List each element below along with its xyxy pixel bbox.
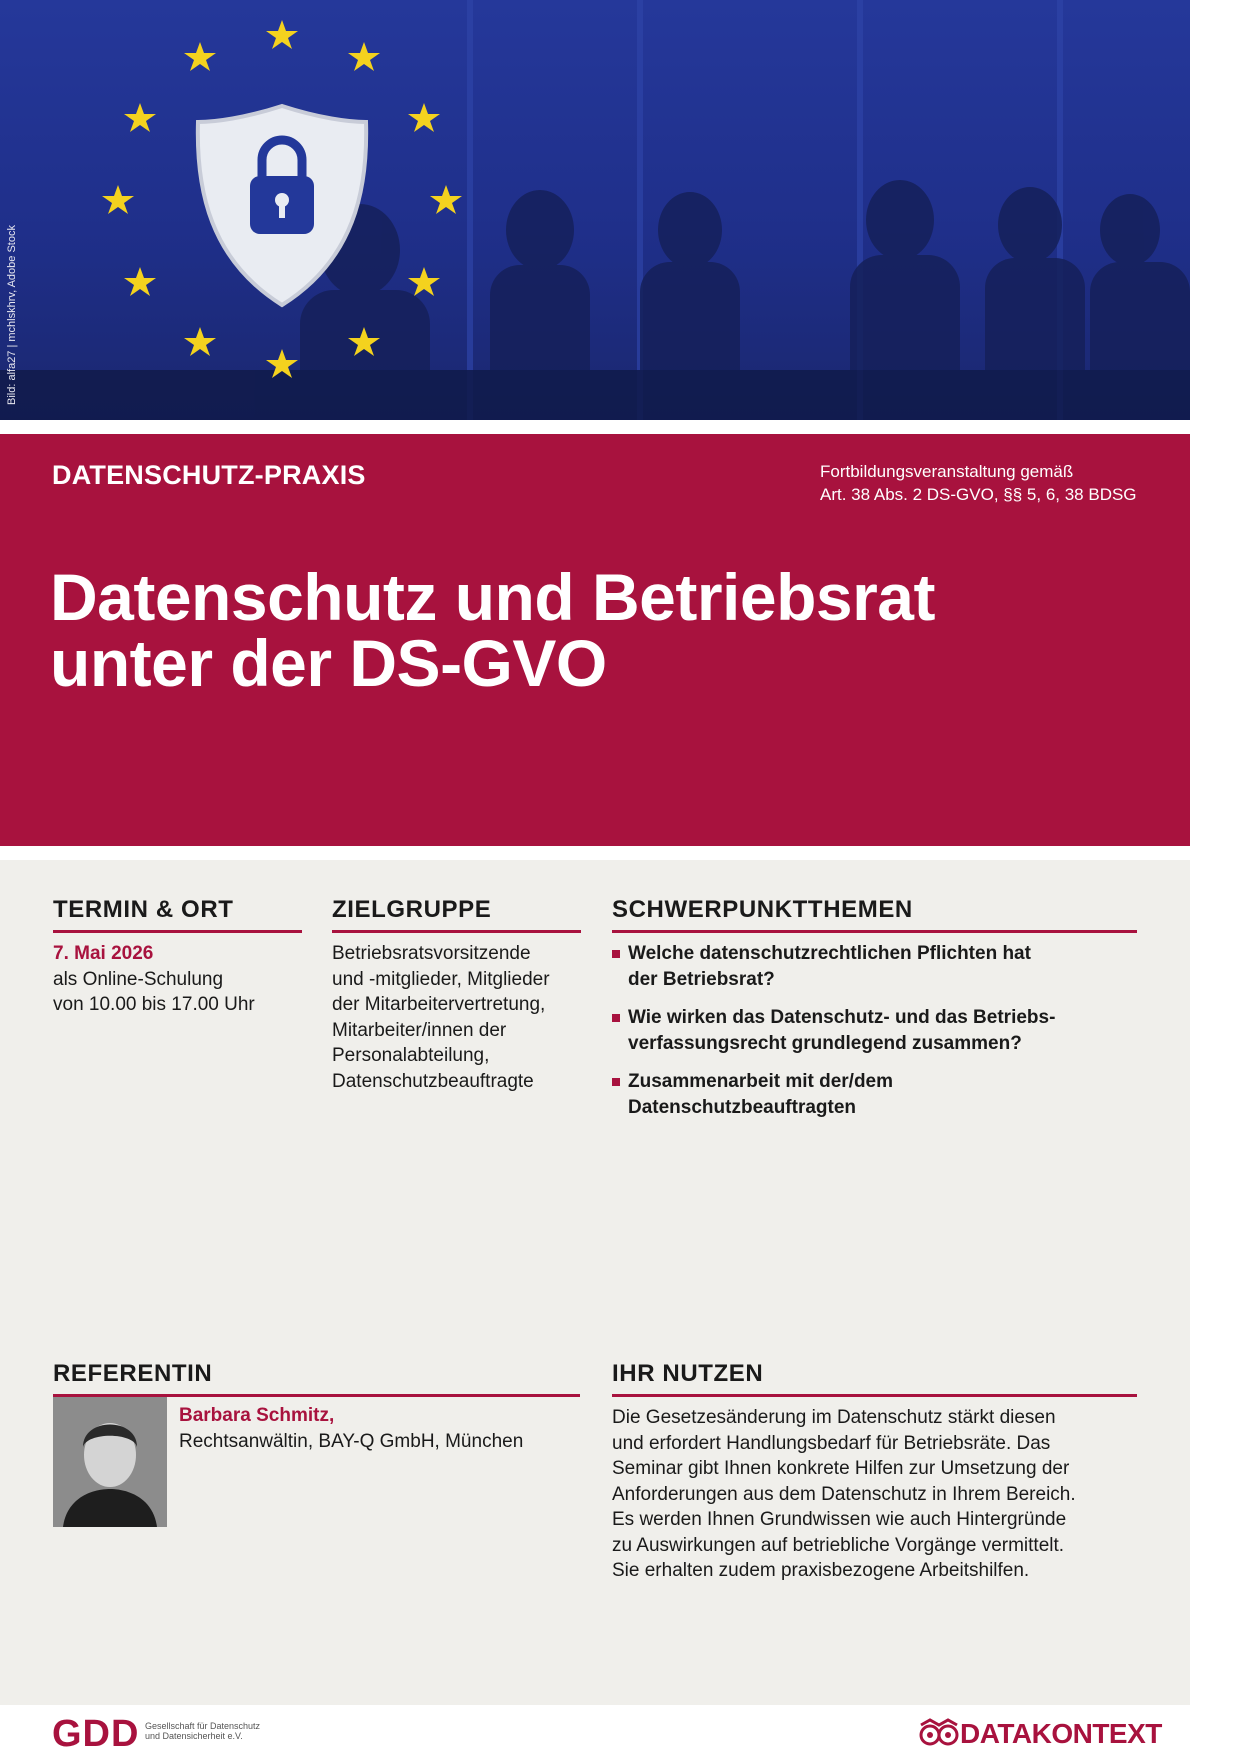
- section-heading: IHR NUTZEN: [612, 1360, 1137, 1397]
- topic-line: Zusammenarbeit mit der/dem: [628, 1071, 894, 1092]
- datakontext-wordmark: DATAKONTEXT: [960, 1718, 1162, 1749]
- event-time: von 10.00 bis 17.00 Uhr: [53, 994, 255, 1015]
- audience-line: der Mitarbeitervertretung,: [332, 994, 546, 1015]
- note-line: Fortbildungsveranstaltung gemäß: [820, 462, 1074, 481]
- speaker-role: Rechtsanwältin, BAY-Q GmbH, München: [179, 1430, 524, 1452]
- benefit-line: Die Gesetzesänderung im Datenschutz stärkt diesen: [612, 1407, 1056, 1428]
- topic-line: Datenschutzbeauftragten: [628, 1097, 857, 1118]
- benefit-line: Anforderungen aus dem Datenschutz in Ihrem Bereich.: [612, 1483, 1076, 1505]
- list-item: [612, 941, 1137, 993]
- event-date: 7. Mai 2026: [53, 943, 154, 964]
- audience-line: Datenschutzbeauftragte: [332, 1070, 534, 1092]
- hero-image: [0, 0, 1190, 420]
- topic-line: verfassungsrecht grundlegend zusammen?: [628, 1033, 1022, 1054]
- portrait-icon: [53, 1397, 167, 1527]
- zielgruppe-section: [332, 896, 581, 1094]
- owl-icon: [918, 1717, 960, 1751]
- gdd-line: und Datensicherheit e.V.: [145, 1731, 243, 1741]
- section-heading: ZIELGRUPPE: [332, 896, 581, 933]
- title-line: Datenschutz und Betriebsrat: [50, 560, 935, 634]
- bullet-icon: [612, 1014, 620, 1022]
- bullet-icon: [612, 1078, 620, 1086]
- audience-line: und -mitglieder, Mitglieder: [332, 968, 550, 990]
- series-label: DATENSCHUTZ-PRAXIS: [52, 460, 366, 490]
- benefit-line: und erfordert Handlungsbedarf für Betriebsräte. Das: [612, 1432, 1051, 1454]
- benefit-line: zu Auswirkungen auf betriebliche Vorgänge vermittelt.: [612, 1534, 1065, 1556]
- topic-line: Wie wirken das Datenschutz- und das Betriebs-: [628, 1007, 1056, 1028]
- image-credit: Bild: alfa27 | mchlskhrv, Adobe Stock: [6, 225, 18, 405]
- gdd-logo: GDD: [52, 1713, 140, 1755]
- event-format: als Online-Schulung: [53, 968, 224, 990]
- page-title: [50, 560, 935, 700]
- topic-list: [612, 941, 1137, 1121]
- benefit-line: Es werden Ihnen Grundwissen wie auch Hintergründe: [612, 1509, 1067, 1530]
- topic-line: der Betriebsrat?: [628, 969, 775, 990]
- datakontext-logo: [918, 1717, 1162, 1751]
- list-item: [612, 1005, 1137, 1057]
- section-heading: TERMIN & ORT: [53, 896, 302, 933]
- gdd-tagline: [145, 1721, 260, 1741]
- topic-line: Welche datenschutzrechtlichen Pflichten hat: [628, 943, 1031, 964]
- termin-section: [53, 896, 302, 1018]
- training-note: [820, 460, 1137, 506]
- section-heading: SCHWERPUNKTTHEMEN: [612, 896, 1137, 933]
- audience-line: Betriebsratsvorsitzende: [332, 943, 531, 964]
- title-line: unter der DS-GVO: [50, 626, 607, 700]
- audience-line: Personalabteilung,: [332, 1045, 490, 1066]
- nutzen-section: [612, 1360, 1137, 1584]
- audience-line: Mitarbeiter/innen der: [332, 1019, 507, 1041]
- footer: [0, 1705, 1241, 1754]
- benefit-line: Seminar gibt Ihnen konkrete Hilfen zur Umsetzung der: [612, 1458, 1070, 1479]
- hero-illustration: [0, 0, 1190, 420]
- referentin-section: [53, 1360, 580, 1527]
- themen-section: [612, 896, 1137, 1133]
- benefit-line: Sie erhalten zudem praxisbezogene Arbeitshilfen.: [612, 1560, 1030, 1581]
- info-panel: [0, 860, 1190, 1705]
- speaker-photo: [53, 1397, 167, 1527]
- bullet-icon: [612, 950, 620, 958]
- note-line: Art. 38 Abs. 2 DS-GVO, §§ 5, 6, 38 BDSG: [820, 485, 1137, 504]
- section-heading: REFERENTIN: [53, 1360, 580, 1397]
- list-item: [612, 1069, 1137, 1121]
- speaker-name: Barbara Schmitz,: [179, 1405, 335, 1426]
- gdd-line: Gesellschaft für Datenschutz: [145, 1721, 261, 1731]
- title-band: [0, 434, 1190, 846]
